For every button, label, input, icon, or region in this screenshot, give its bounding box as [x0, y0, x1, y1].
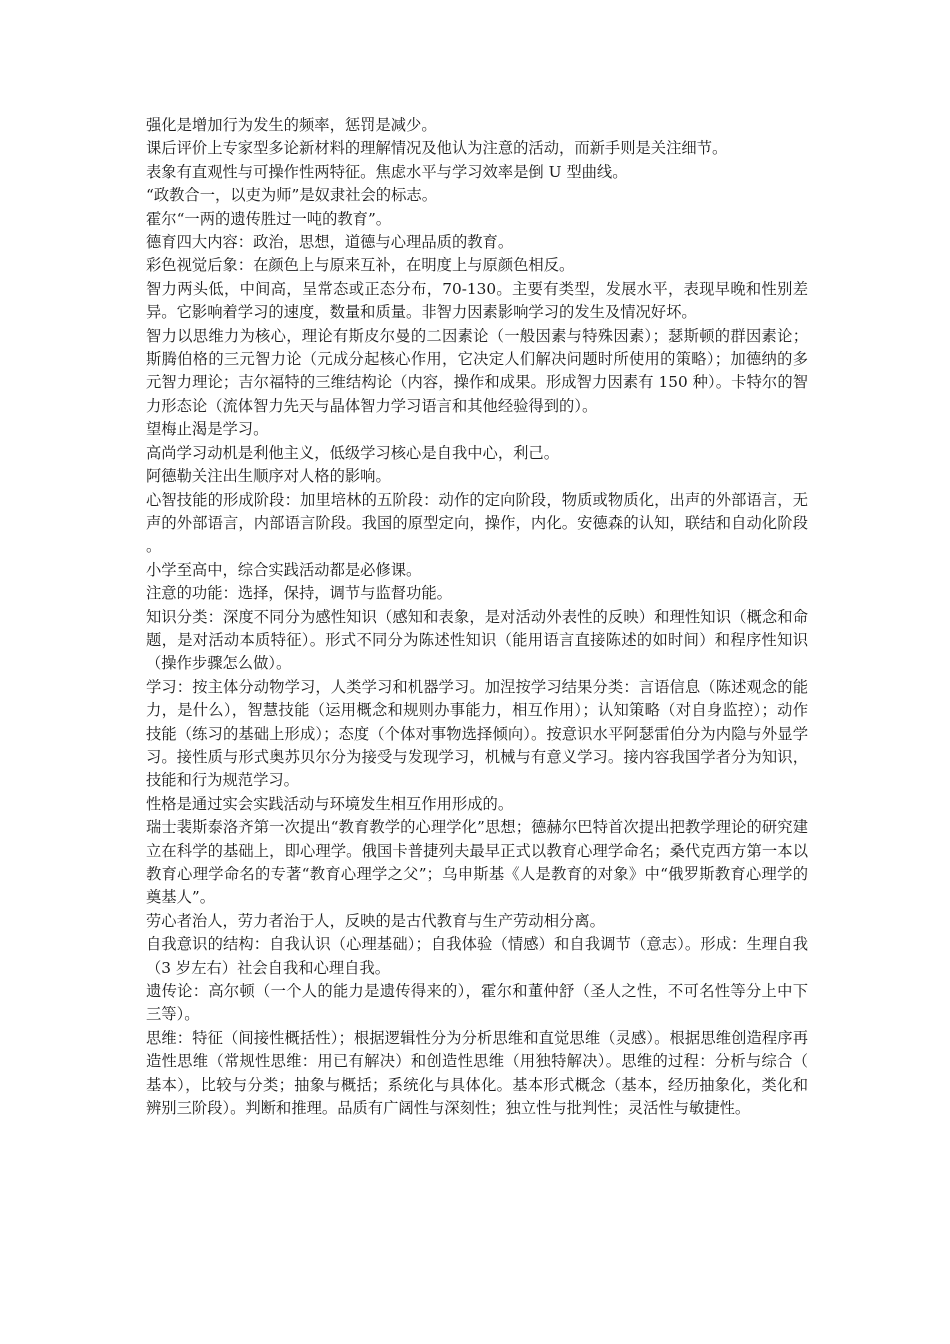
- paragraph-ancient-education: 劳心者治人，劳力者治于人，反映的是古代教育与生产劳动相分离。: [146, 911, 605, 930]
- paragraph-reinforcement: 强化是增加行为发生的频率，惩罚是减少。: [146, 116, 437, 134]
- paragraph-intelligence-theories: 智力以思维力为核心，理论有斯皮尔曼的二因素论（一般因素与特殊因素）；瑟斯顿的群因素论；斯腾伯格的三元智力论（元成分起核心作用，它决定人们解决问题时所使用的策略）；加德纳的多元智力理论；吉尔福特的三维结构论（内容，操作和成果。形成智力因素有 150 种）。卡特尔的智力形态论（流体智力先天与晶体智力学习语言和其他经验得到的）。: [146, 326, 808, 415]
- paragraph-practice-activities: 小学至高中，综合实践活动都是必修课。: [146, 560, 422, 579]
- paragraph-motivation: 高尚学习动机是利他主义，低级学习核心是自我中心，利己。: [146, 443, 560, 462]
- document-page: [146, 114, 808, 1120]
- paragraph-hall-quote: 霍尔“一两的遗传胜过一吨的教育”。: [146, 209, 392, 228]
- paragraph-thinking: 思维：特征（间接性概括性）；根据逻辑性分为分析思维和直觉思维（灵感）。根据思维创造程序再造性思维（常规性思维：用已有解决）和创造性思维（用独特解决）。思维的过程：分析与综合（基本），比较与分类；抽象与概括；系统化与具体化。基本形式概念（基本，经历抽象化，类化和辨别三阶段）。判断和推理。品质有广阔性与深刻性；独立性与批判性；灵活性与敏捷性。: [146, 1028, 808, 1118]
- paragraph-heredity: 遗传论：高尔顿（一个人的能力是遗传得来的），霍尔和董仲舒（圣人之性，不可名性等分上中下三等）。: [146, 982, 808, 1024]
- paragraph-moral-education: 德育四大内容：政治，思想，道德与心理品质的教育。: [146, 233, 514, 252]
- paragraph-attention: 注意的功能：选择，保持，调节与监督功能。: [146, 584, 452, 603]
- paragraph-knowledge-types: 知识分类：深度不同分为感性知识（感知和表象，是对活动外表性的反映）和理性知识（概念和命题，是对活动本质特征）。形式不同分为陈述性知识（能用语言直接陈述的如时间）和程序性知识（操作步骤怎么做）。: [146, 607, 808, 673]
- paragraph-educational-psychology-history: 瑞士裴斯泰洛齐第一次提出“教育教学的心理学化”思想；德赫尔巴特首次提出把教学理论的研究建立在科学的基础上，即心理学。俄国卡普捷列夫最早正式以教育心理学命名；桑代克西方第一本以教育心理学命名的专著“教育心理学之父”；乌申斯基《人是教育的对象》中“俄罗斯教育心理学的奠基人”。: [146, 818, 808, 907]
- paragraph-learning-types: 学习：按主体分动物学习，人类学习和机器学习。加涅按学习结果分类：言语信息（陈述观念的能力，是什么），智慧技能（运用概念和规则办事能力，相互作用）；认知策略（对自身监控）；动作技能（练习的基础上形成）；态度（个体对事物选择倾向）。按意识水平阿瑟雷伯分为内隐与外显学习。接性质与形式奥苏贝尔分为接受与发现学习，机械与有意义学习。接内容我国学者分为知识，技能和行为规范学习。: [146, 677, 808, 790]
- paragraph-self-consciousness: 自我意识的结构：自我认识（心理基础）；自我体验（情感）和自我调节（意志）。形成：生理自我（3 岁左右）社会自我和心理自我。: [146, 935, 808, 977]
- paragraph-character: 性格是通过实会实践活动与环境发生相互作用形成的。: [146, 794, 514, 813]
- paragraph-imagery: 表象有直观性与可操作性两特征。焦虑水平与学习效率是倒 U 型曲线。: [146, 162, 628, 181]
- paragraph-learning-example: 望梅止渴是学习。: [146, 420, 269, 439]
- paragraph-adler: 阿德勒关注出生顺序对人格的影响。: [146, 467, 391, 486]
- paragraph-slave-society: “政教合一，以吏为师”是奴隶社会的标志。: [146, 186, 437, 205]
- paragraph-mental-skills: 心智技能的形成阶段：加里培林的五阶段：动作的定向阶段，物质或物质化，出声的外部语言，无声的外部语言，内部语言阶段。我国的原型定向，操作，内化。安德森的认知，联结和自动化阶段。: [146, 490, 808, 556]
- paragraph-intelligence-distribution: 智力两头低，中间高，呈常态或正态分布，70-130。主要有类型，发展水平，表现早晚和性别差异。它影响着学习的速度，数量和质量。非智力因素影响学习的发生及情况好坏。: [146, 279, 808, 322]
- paragraph-expert-novice: 课后评价上专家型多论新材料的理解情况及他认为注意的活动，而新手则是关注细节。: [146, 139, 728, 158]
- paragraph-afterimage: 彩色视觉后象：在颜色上与原来互补，在明度上与原颜色相反。: [146, 256, 575, 275]
